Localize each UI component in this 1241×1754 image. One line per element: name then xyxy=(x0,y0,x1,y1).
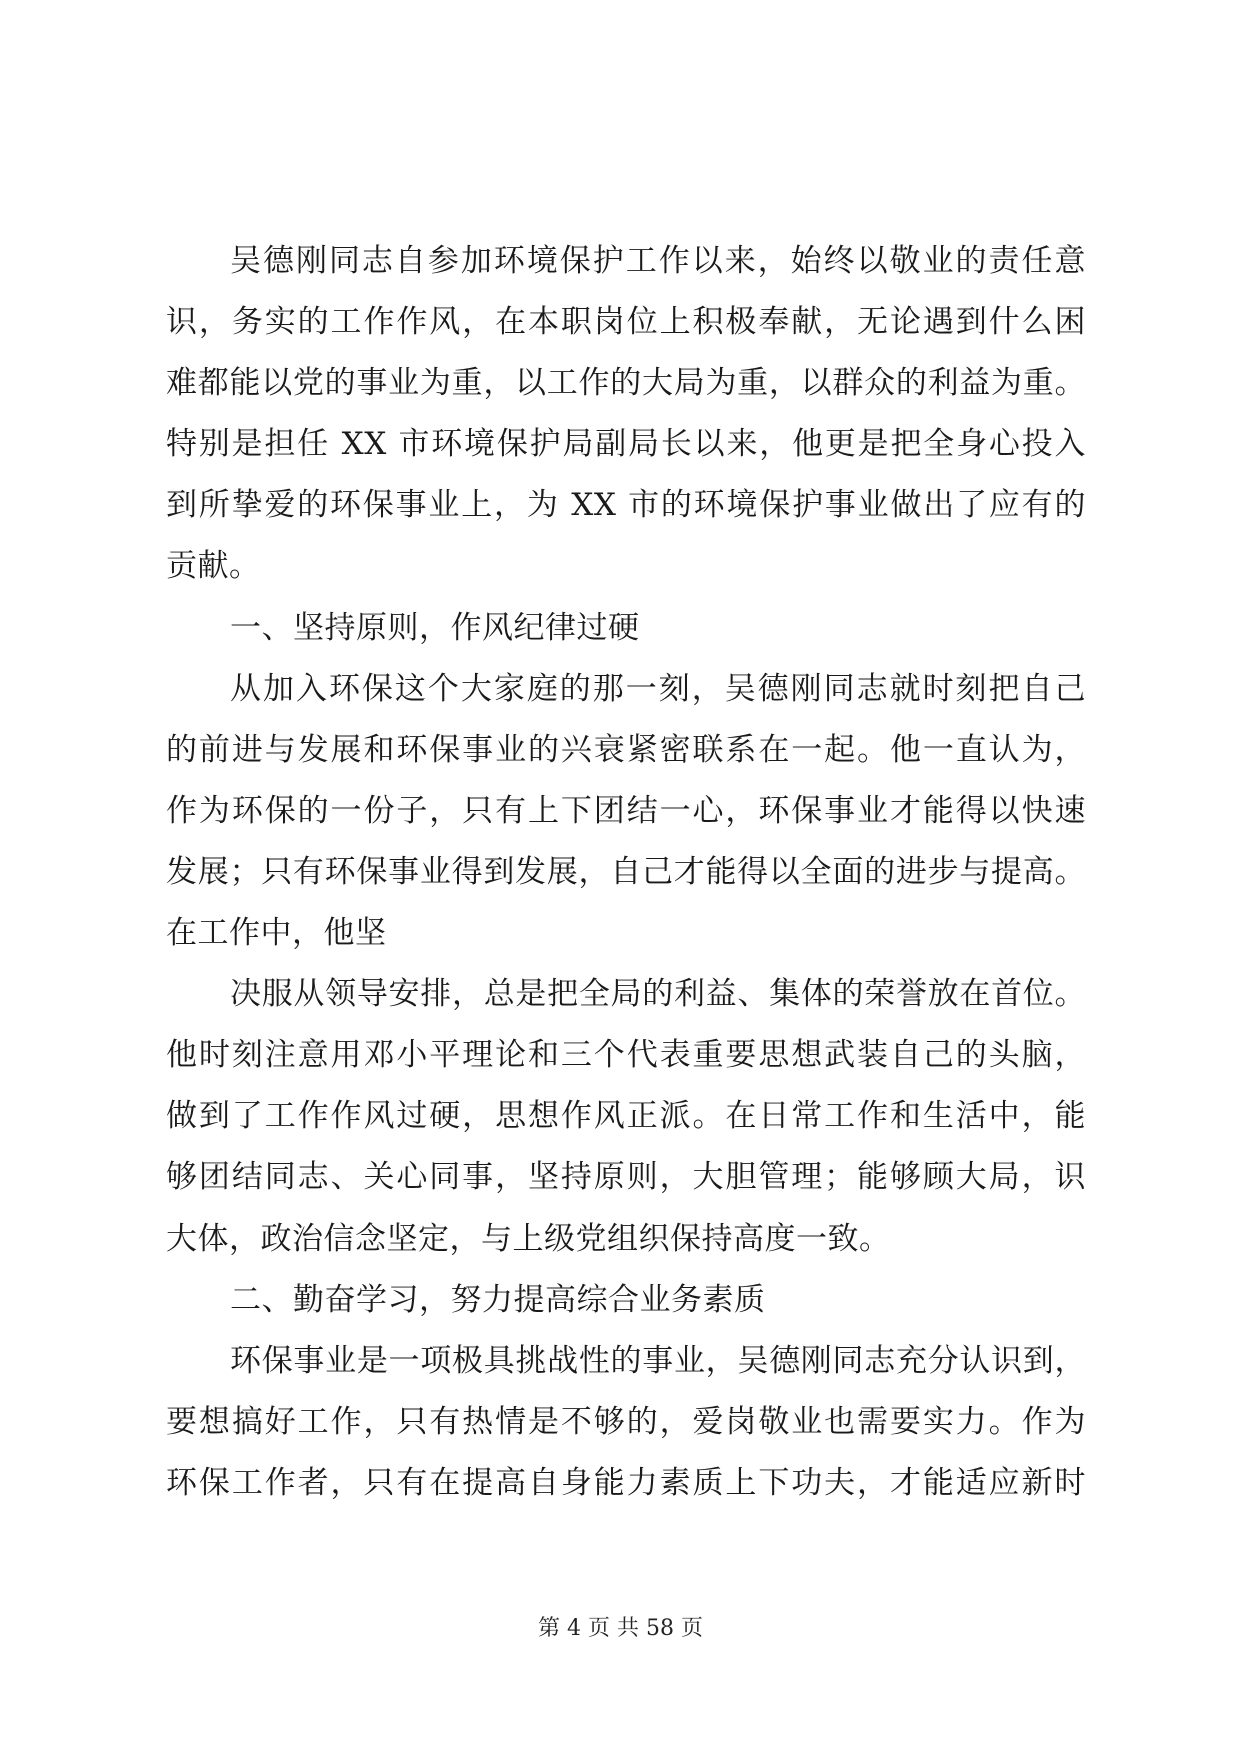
text-line: 贡献。 xyxy=(166,548,261,585)
text-line: 特别是担任 XX 市环境保护局副局长以来，他更是把全身心投入 xyxy=(166,426,1086,463)
text-line: 做到了工作作风过硬，思想作风正派。在日常工作和生活中，能 xyxy=(166,1098,1086,1135)
text-line: 决服从领导安排，总是把全局的利益、集体的荣誉放在首位。 xyxy=(230,976,1086,1013)
text-line: 发展；只有环保事业得到发展，自己才能得以全面的进步与提高。 xyxy=(166,853,1086,890)
text-line: 从加入环保这个大家庭的那一刻，吴德刚同志就时刻把自己 xyxy=(230,670,1086,707)
section-heading-2: 二、勤奋学习，努力提高综合业务素质 xyxy=(230,1281,766,1318)
text-line: 的前进与发展和环保事业的兴衰紧密联系在一起。他一直认为， xyxy=(166,731,1086,768)
text-line: 到所挚爱的环保事业上，为 XX 市的环境保护事业做出了应有的 xyxy=(166,487,1086,524)
text-line: 难都能以党的事业为重，以工作的大局为重，以群众的利益为重。 xyxy=(166,365,1086,402)
text-line: 作为环保的一份子，只有上下团结一心，环保事业才能得以快速 xyxy=(166,792,1086,829)
text-line: 大体，政治信念坚定，与上级党组织保持高度一致。 xyxy=(166,1220,891,1257)
text-line: 环保事业是一项极具挑战性的事业，吴德刚同志充分认识到， xyxy=(230,1342,1086,1379)
body-text xyxy=(166,231,1086,1514)
text-line: 要想搞好工作，只有热情是不够的，爱岗敬业也需要实力。作为 xyxy=(166,1403,1086,1440)
section-heading-1: 一、坚持原则，作风纪律过硬 xyxy=(230,609,640,646)
text-line: 吴德刚同志自参加环境保护工作以来，始终以敬业的责任意 xyxy=(230,243,1086,279)
text-line: 环保工作者，只有在提高自身能力素质上下功夫，才能适应新时 xyxy=(166,1464,1086,1501)
text-line: 在工作中，他坚 xyxy=(166,915,387,952)
text-line: 识，务实的工作作风，在本职岗位上积极奉献，无论遇到什么困 xyxy=(166,304,1086,341)
text-line: 他时刻注意用邓小平理论和三个代表重要思想武装自己的头脑， xyxy=(166,1037,1086,1074)
text-line: 够团结同志、关心同事，坚持原则，大胆管理；能够顾大局，识 xyxy=(166,1159,1086,1196)
page-footer: 第 4 页 共 58 页 xyxy=(538,1616,703,1641)
